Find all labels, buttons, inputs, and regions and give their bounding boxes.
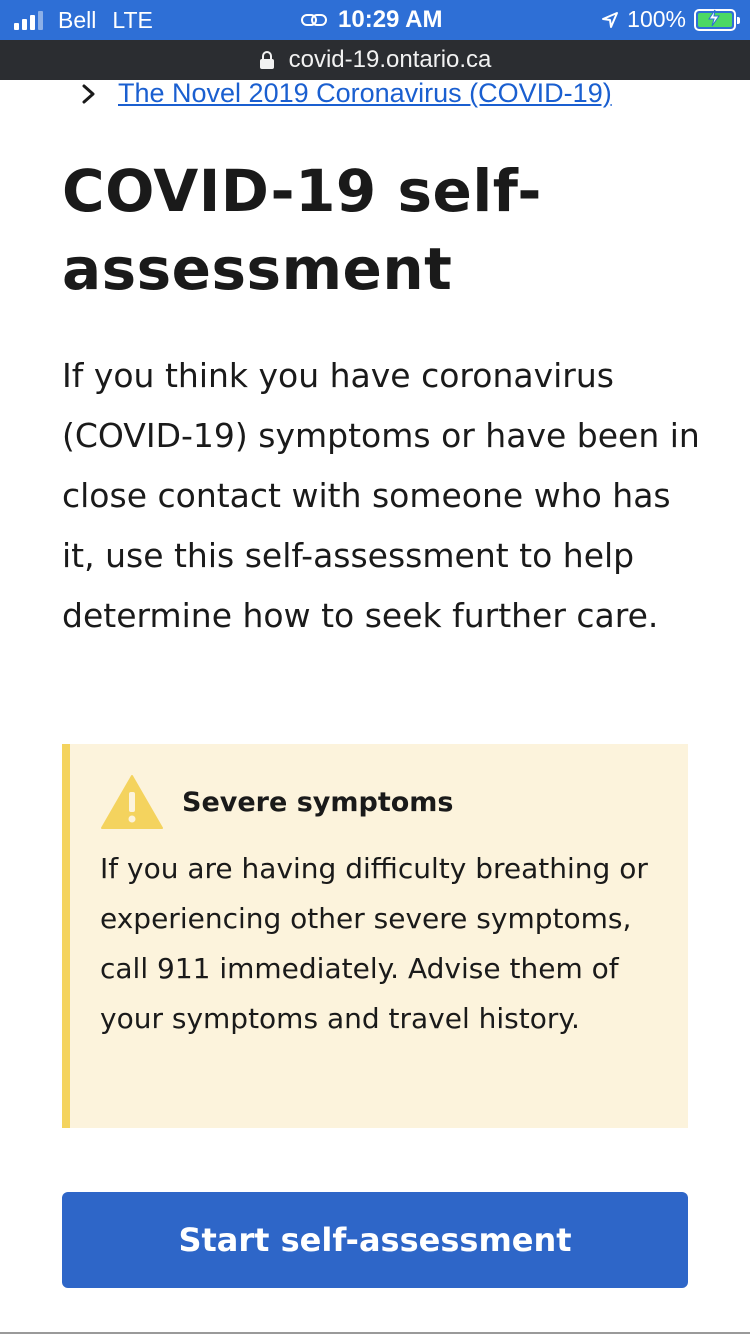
carrier-name: Bell — [58, 7, 97, 33]
intro-paragraph: If you think you have coronavirus (COVID-19) symptoms or have been in close contact with someone who has it, use this self-assessment to help determine how to seek further care. — [62, 356, 700, 635]
url-text[interactable]: covid-19.ontario.ca — [288, 46, 492, 73]
location-arrow-icon — [601, 11, 619, 29]
status-bar — [0, 0, 750, 40]
callout-header — [100, 774, 454, 830]
lock-icon — [259, 50, 275, 70]
battery-icon — [694, 9, 736, 31]
clock: 10:29 AM — [338, 6, 443, 33]
signal-strength-icon — [14, 12, 46, 30]
status-right — [601, 6, 736, 33]
callout-body: If you are having difficulty breathing or experiencing other severe symptoms, call 911 immediately. Advise them of your symptoms and travel history. — [100, 852, 648, 1035]
battery-percent: 100% — [627, 6, 686, 32]
link-icon — [300, 11, 328, 29]
severe-symptoms-callout — [62, 744, 688, 1128]
start-self-assessment-button[interactable]: Start self-assessment — [62, 1192, 688, 1288]
url-bar[interactable] — [0, 40, 750, 80]
callout-title: Severe symptoms — [182, 786, 454, 818]
charging-bolt-icon — [706, 9, 722, 27]
status-center — [300, 6, 442, 34]
network-type: LTE — [112, 7, 153, 33]
warning-icon — [100, 774, 164, 830]
status-left — [14, 7, 153, 34]
breadcrumb-link-coronavirus[interactable]: The Novel 2019 Coronavirus (COVID-19) — [118, 78, 612, 108]
breadcrumb — [80, 78, 612, 109]
page-title: COVID-19 self-assessment — [62, 157, 543, 303]
chevron-right-icon — [80, 83, 98, 105]
